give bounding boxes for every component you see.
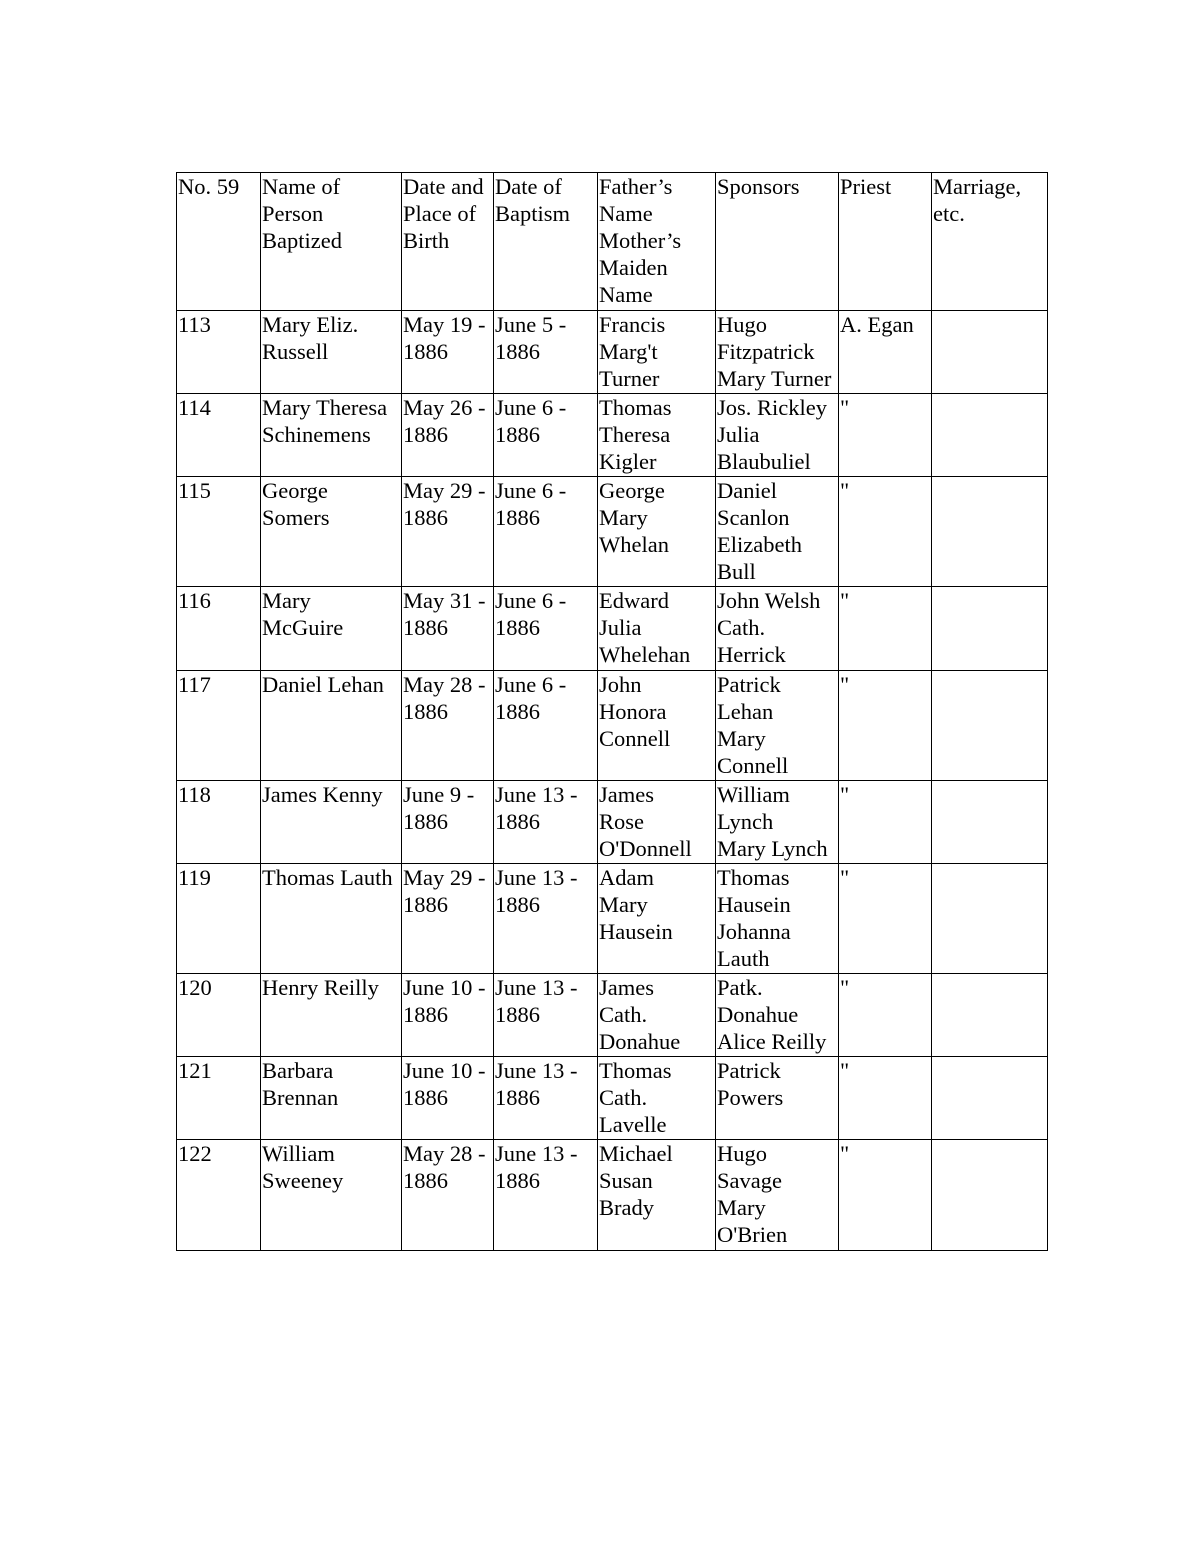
cell-marriage-notes [932,394,1048,477]
table-row [177,1140,1048,1251]
header-sponsors: Sponsors [716,173,839,311]
cell-sponsors: Hugo Fitzpatrick Mary Turner [716,311,839,394]
cell-baptism-date: June 6 - 1886 [494,671,598,781]
cell-birth-date: June 10 - 1886 [402,974,494,1057]
cell-baptized-name: George Somers [261,477,402,587]
register-body [177,173,1048,1251]
table-row [177,311,1048,394]
cell-record-number: 113 [177,311,261,394]
cell-parents: Edward Julia Whelehan [598,587,716,671]
cell-baptized-name: Daniel Lehan [261,671,402,781]
cell-priest: " [839,974,932,1057]
cell-baptized-name: Henry Reilly [261,974,402,1057]
cell-sponsors: Patrick Lehan Mary Connell [716,671,839,781]
cell-parents: Adam Mary Hausein [598,864,716,974]
table-row [177,864,1048,974]
cell-marriage-notes [932,1057,1048,1140]
cell-priest: " [839,1140,932,1251]
cell-parents: James Rose O'Donnell [598,781,716,864]
cell-baptized-name: Mary McGuire [261,587,402,671]
table-row [177,1057,1048,1140]
cell-baptism-date: June 13 - 1886 [494,864,598,974]
cell-birth-date: May 29 - 1886 [402,864,494,974]
table-row [177,974,1048,1057]
cell-marriage-notes [932,974,1048,1057]
table-row [177,671,1048,781]
cell-priest: " [839,394,932,477]
cell-birth-date: May 29 - 1886 [402,477,494,587]
cell-baptized-name: Mary Theresa Schinemens [261,394,402,477]
table-row [177,587,1048,671]
cell-sponsors: William Lynch Mary Lynch [716,781,839,864]
header-priest: Priest [839,173,932,311]
cell-baptism-date: June 6 - 1886 [494,394,598,477]
cell-birth-date: May 31 - 1886 [402,587,494,671]
cell-record-number: 114 [177,394,261,477]
cell-parents: Michael Susan Brady [598,1140,716,1251]
cell-priest: " [839,781,932,864]
cell-baptism-date: June 5 - 1886 [494,311,598,394]
cell-sponsors: Thomas Hausein Johanna Lauth [716,864,839,974]
cell-marriage-notes [932,864,1048,974]
cell-priest: " [839,671,932,781]
cell-record-number: 120 [177,974,261,1057]
cell-parents: James Cath. Donahue [598,974,716,1057]
cell-marriage-notes [932,781,1048,864]
cell-birth-date: June 9 - 1886 [402,781,494,864]
cell-baptism-date: June 13 - 1886 [494,781,598,864]
cell-baptized-name: Thomas Lauth [261,864,402,974]
cell-baptism-date: June 13 - 1886 [494,974,598,1057]
cell-sponsors: Patk. Donahue Alice Reilly [716,974,839,1057]
cell-parents: Thomas Cath. Lavelle [598,1057,716,1140]
cell-parents: Francis Marg't Turner [598,311,716,394]
cell-sponsors: Patrick Powers [716,1057,839,1140]
cell-birth-date: May 28 - 1886 [402,671,494,781]
cell-record-number: 121 [177,1057,261,1140]
cell-record-number: 118 [177,781,261,864]
cell-priest: " [839,864,932,974]
cell-record-number: 119 [177,864,261,974]
cell-marriage-notes [932,587,1048,671]
cell-baptized-name: Barbara Brennan [261,1057,402,1140]
cell-record-number: 115 [177,477,261,587]
cell-priest: A. Egan [839,311,932,394]
cell-birth-date: May 26 - 1886 [402,394,494,477]
cell-marriage-notes [932,1140,1048,1251]
cell-priest: " [839,587,932,671]
cell-parents: George Mary Whelan [598,477,716,587]
cell-baptized-name: James Kenny [261,781,402,864]
cell-sponsors: Jos. Rickley Julia Blaubuliel [716,394,839,477]
header-birth-date-place: Date and Place of Birth [402,173,494,311]
header-parents: Father’s Name Mother’s Maiden Name [598,173,716,311]
cell-baptism-date: June 13 - 1886 [494,1140,598,1251]
cell-birth-date: June 10 - 1886 [402,1057,494,1140]
cell-sponsors: Daniel Scanlon Elizabeth Bull [716,477,839,587]
cell-record-number: 117 [177,671,261,781]
header-record-number: No. 59 [177,173,261,311]
cell-baptized-name: William Sweeney [261,1140,402,1251]
cell-marriage-notes [932,671,1048,781]
cell-birth-date: May 19 - 1886 [402,311,494,394]
cell-marriage-notes [932,477,1048,587]
cell-record-number: 122 [177,1140,261,1251]
header-name-baptized: Name of Person Baptized [261,173,402,311]
cell-priest: " [839,1057,932,1140]
header-row [177,173,1048,311]
cell-baptized-name: Mary Eliz. Russell [261,311,402,394]
cell-record-number: 116 [177,587,261,671]
baptism-register-table [176,172,1048,1251]
header-baptism-date: Date of Baptism [494,173,598,311]
cell-parents: Thomas Theresa Kigler [598,394,716,477]
cell-birth-date: May 28 - 1886 [402,1140,494,1251]
cell-baptism-date: June 6 - 1886 [494,587,598,671]
cell-baptism-date: June 13 - 1886 [494,1057,598,1140]
table-row [177,394,1048,477]
table-row [177,781,1048,864]
cell-parents: John Honora Connell [598,671,716,781]
table-row [177,477,1048,587]
cell-sponsors: John Welsh Cath. Herrick [716,587,839,671]
cell-baptism-date: June 6 - 1886 [494,477,598,587]
cell-sponsors: Hugo Savage Mary O'Brien [716,1140,839,1251]
cell-marriage-notes [932,311,1048,394]
header-marriage: Marriage, etc. [932,173,1048,311]
cell-priest: " [839,477,932,587]
